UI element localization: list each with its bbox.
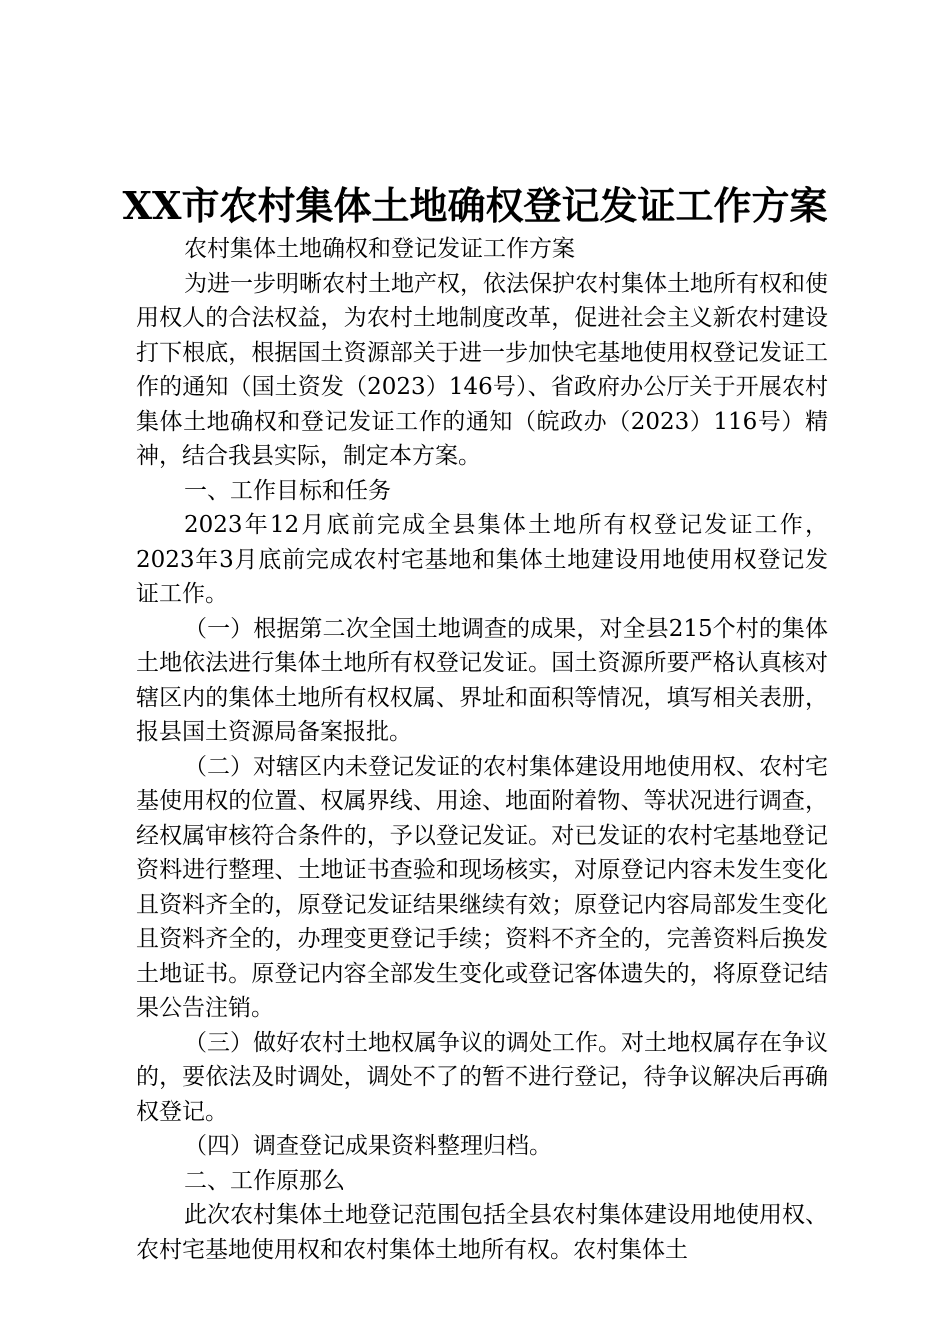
- document-title: XX市农村集体土地确权登记发证工作方案: [122, 183, 828, 228]
- paragraph-item-4: （四）调查登记成果资料整理归档。: [184, 1133, 552, 1159]
- paragraph-subtitle: 农村集体土地确权和登记发证工作方案: [184, 236, 575, 262]
- paragraph-item-3: （三）做好农村土地权属争议的调处工作。对土地权属存在争议的，要依法及时调处，调处不了的暂不进行登记，待争议解决后再确权登记。: [136, 1029, 828, 1125]
- paragraph-item-1: （一）根据第二次全国土地调查的成果，对全县215个村的集体土地依法进行集体土地所有权登记发证。国土资源所要严格认真核对辖区内的集体土地所有权权属、界址和面积等情况，填写相关表册，报县国土资源局备案报批。: [136, 615, 828, 745]
- paragraph-item-2: （二）对辖区内未登记发证的农村集体建设用地使用权、农村宅基使用权的位置、权属界线、用途、地面附着物、等状况进行调查，经权属审核符合条件的，予以登记发证。对已发证的农村宅基地登记资料进行整理、土地证书查验和现场核实，对原登记内容未发生变化且资料齐全的，原登记发证结果继续有效；原登记内容局部发生变化且资料齐全的，办理变更登记手续；资料不齐全的，完善资料后换发土地证书。原登记内容全部发生变化或登记客体遗失的，将原登记结果公告注销。: [136, 753, 828, 1021]
- document-body: [136, 232, 828, 1267]
- paragraph-goals: 2023年12月底前完成全县集体土地所有权登记发证工作，2023年3月底前完成农村宅基地和集体土地建设用地使用权登记发证工作。: [136, 512, 828, 607]
- paragraph-intro: 为进一步明晰农村土地产权，依法保护农村集体土地所有权和使用权人的合法权益，为农村土地制度改革，促进社会主义新农村建设打下根底，根据国土资源部关于进一步加快宅基地使用权登记发证工作的通知（国土资发（2023）146号）、省政府办公厅关于开展农村集体土地确权和登记发证工作的通知（皖政办（2023）116号）精神，结合我县实际，制定本方案。: [136, 270, 828, 469]
- section-heading-principles: 二、工作原那么: [184, 1167, 345, 1194]
- section-heading-goals: 一、工作目标和任务: [184, 477, 391, 504]
- paragraph-principles: 此次农村集体土地登记范围包括全县农村集体建设用地使用权、农村宅基地使用权和农村集体土地所有权。农村集体土: [136, 1202, 828, 1263]
